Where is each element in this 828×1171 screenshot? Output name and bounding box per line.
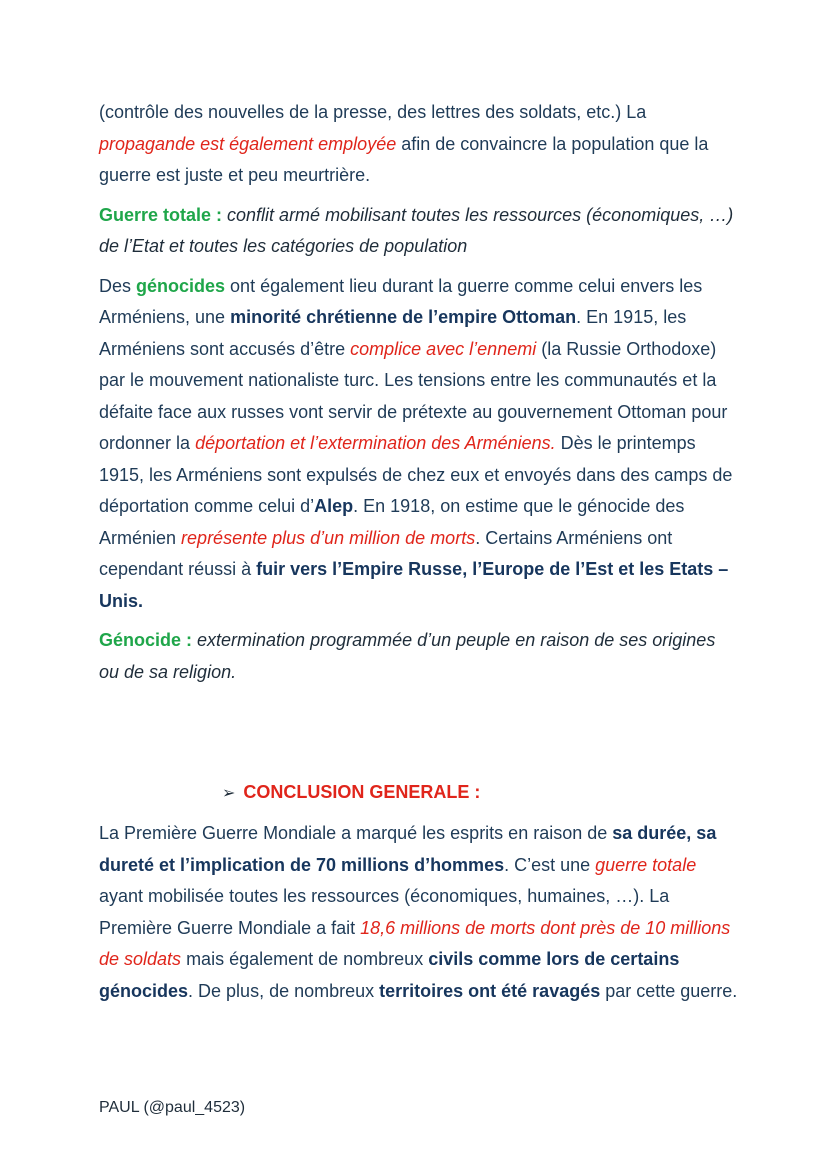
definition-term: Guerre totale : (99, 204, 223, 225)
text-run: mais également de nombreux (181, 949, 429, 969)
highlight-deportation: déportation et l’extermination des Arméniens. (195, 433, 556, 453)
bold-duree: sa durée, sa dureté et l’implication de 70 millions d’hommes (99, 823, 717, 875)
highlight-million-morts: représente plus d’un million de morts (181, 527, 476, 548)
paragraph-conclusion (99, 818, 739, 1007)
paragraph-genocides (99, 271, 739, 618)
text-run: La Première Guerre Mondiale a marqué les esprits en raison de (99, 823, 613, 843)
definition-text: conflit armé mobilisant toutes les ressources (économiques, …) de l’Etat et toutes les catégories de population (99, 204, 734, 256)
bold-fuir: fuir vers l’Empire Russe, l’Europe de l’Est et les Etats – Unis. (99, 559, 729, 611)
text-run: ont également lieu durant la guerre comme celui envers les Arméniens, une (99, 275, 703, 327)
text-run: Des (99, 275, 137, 296)
highlight-complice: complice avec l’ennemi (350, 338, 537, 359)
text-run: (contrôle des nouvelles de la presse, des lettres des soldats, etc.) La (99, 102, 647, 122)
bold-minorite: minorité chrétienne de l’empire Ottoman (230, 307, 577, 327)
text-run: . En 1918, on estime que le génocide des Arménien (99, 496, 685, 548)
body-text (99, 97, 739, 696)
bold-civils: civils comme lors de certains génocides (99, 949, 680, 1001)
highlight-propaganda: propagande est également employée (99, 133, 397, 154)
arrow-bullet-icon: ➢ (222, 785, 236, 802)
bold-alep: Alep (314, 496, 354, 516)
text-run: . Certains Arméniens ont cependant réussi à (99, 527, 673, 579)
definition-term: Génocide : (99, 630, 193, 650)
text-run: ayant mobilisée toutes les ressources (économiques, humaines, …). La Première Guerre Mondiale a fait (99, 886, 670, 938)
highlight-guerre-totale: guerre totale (595, 854, 697, 875)
bold-territoires: territoires ont été ravagés (379, 980, 601, 1001)
definition-text: extermination programmée d’un peuple en raison de ses origines ou de sa religion. (99, 630, 716, 682)
text-run: . En 1915, les Arméniens sont accusés d’être (99, 307, 687, 359)
text-run: Dès le printemps 1915, les Arméniens sont expulsés de chez eux et envoyés dans des camps de déportation comme celui d’ (99, 433, 733, 516)
keyword-genocides: génocides (136, 275, 226, 296)
text-run: par cette guerre. (600, 980, 738, 1001)
conclusion-heading (222, 777, 480, 810)
text-run: (la Russie Orthodoxe) par le mouvement nationaliste turc. Les tensions entre les communautés et la défaite face aux russes vont servir de prétexte au gouvernement Ottoman pour ordonner la (99, 338, 728, 453)
definition-genocide (99, 625, 739, 688)
text-run: . De plus, de nombreux (188, 980, 380, 1001)
highlight-morts: 18,6 millions de morts dont près de 10 millions de soldats (99, 917, 731, 969)
paragraph-propaganda (99, 97, 739, 192)
heading-text: CONCLUSION GENERALE : (243, 782, 481, 802)
definition-guerre-totale (99, 200, 739, 263)
text-run: afin de convaincre la population que la guerre est juste et peu meurtrière. (99, 133, 709, 185)
text-run: . C’est une (504, 854, 596, 875)
footer-author: PAUL (@paul_4523) (99, 1099, 246, 1116)
